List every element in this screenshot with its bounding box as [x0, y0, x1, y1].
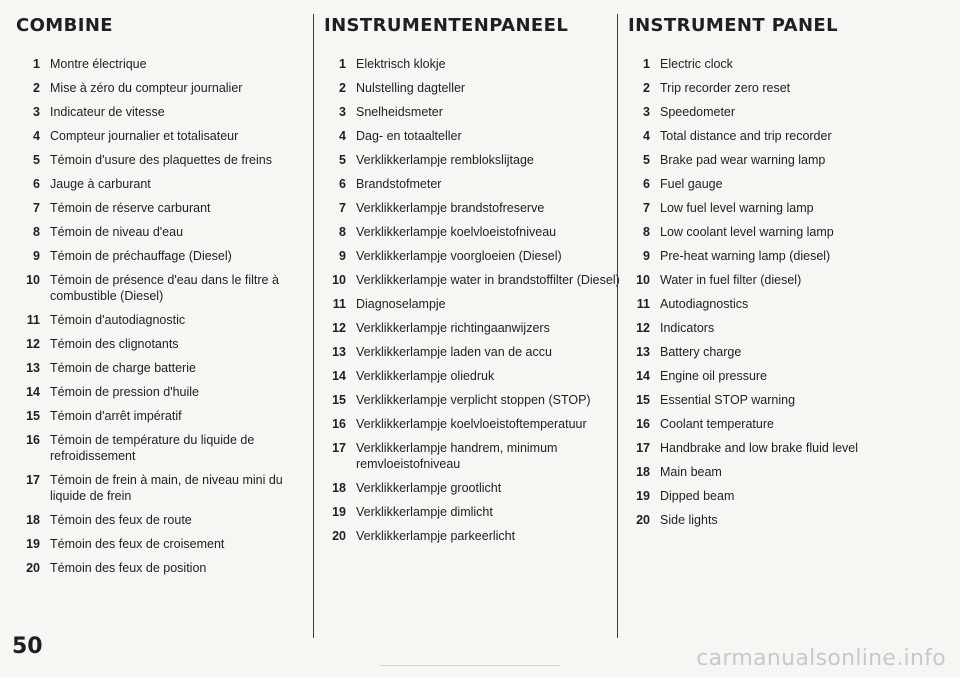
item-number: 2 [643, 81, 650, 95]
item-label: Témoin des feux de route [50, 513, 192, 527]
list-item [626, 272, 956, 288]
list-item [14, 432, 306, 464]
item-label: Engine oil pressure [660, 369, 768, 383]
item-label: Verklikkerlampje laden van de accu [356, 345, 552, 359]
item-number: 16 [332, 417, 346, 431]
item-list [322, 56, 620, 544]
list-item [626, 176, 956, 192]
item-label: Témoin d'usure des plaquettes de freins [50, 153, 272, 167]
item-label: Essential STOP warning [660, 393, 796, 407]
item-number: 18 [332, 481, 346, 495]
list-item [14, 176, 306, 192]
list-item [626, 440, 956, 456]
list-item [322, 224, 620, 240]
item-number: 9 [643, 249, 650, 263]
list-item [322, 128, 620, 144]
item-label: Verklikkerlampje richtingaanwijzers [356, 321, 550, 335]
item-label: Coolant temperature [660, 417, 774, 431]
item-number: 17 [636, 441, 650, 455]
item-number: 16 [26, 433, 40, 447]
list-item [14, 472, 306, 504]
item-label: Elektrisch klokje [356, 57, 446, 71]
item-label: Verklikkerlampje voorgloeien (Diesel) [356, 249, 562, 263]
item-label: Témoin de pression d'huile [50, 385, 199, 399]
item-number: 19 [26, 537, 40, 551]
list-item [14, 384, 306, 400]
column-french [14, 14, 306, 638]
list-item [626, 464, 956, 480]
item-number: 11 [26, 313, 40, 327]
item-number: 8 [643, 225, 650, 239]
list-item [322, 440, 620, 472]
item-label: Témoin de niveau d'eau [50, 225, 184, 239]
item-number: 12 [636, 321, 650, 335]
list-item [626, 488, 956, 504]
item-number: 6 [33, 177, 40, 191]
list-item [322, 104, 620, 120]
item-label: Dag- en totaalteller [356, 129, 462, 143]
item-number: 14 [26, 385, 40, 399]
item-number: 7 [33, 201, 40, 215]
item-label: Nulstelling dagteller [356, 81, 466, 95]
list-item [322, 80, 620, 96]
list-item [14, 80, 306, 96]
item-list [14, 56, 306, 576]
list-item [14, 272, 306, 304]
item-number: 3 [643, 105, 650, 119]
item-number: 12 [332, 321, 346, 335]
item-label: Diagnoselampje [356, 297, 446, 311]
item-label: Verklikkerlampje koelvloeistoftemperatuur [356, 417, 587, 431]
item-list [626, 56, 956, 528]
list-item [626, 344, 956, 360]
item-number: 7 [643, 201, 650, 215]
item-number: 17 [26, 473, 40, 487]
item-number: 10 [332, 273, 346, 287]
item-label: Pre-heat warning lamp (diesel) [660, 249, 831, 263]
item-number: 2 [339, 81, 346, 95]
item-number: 13 [332, 345, 346, 359]
item-label: Dipped beam [660, 489, 735, 503]
item-label: Témoin des feux de position [50, 561, 207, 575]
list-item [322, 320, 620, 336]
list-item [322, 176, 620, 192]
item-number: 8 [33, 225, 40, 239]
item-label: Water in fuel filter (diesel) [660, 273, 802, 287]
column-title: COMBINE [16, 15, 114, 36]
column-title: INSTRUMENTENPANEEL [324, 15, 569, 36]
list-item [626, 152, 956, 168]
item-label: Electric clock [660, 57, 733, 71]
item-number: 19 [636, 489, 650, 503]
item-label: Indicateur de vitesse [50, 105, 165, 119]
item-label: Verklikkerlampje grootlicht [356, 481, 502, 495]
column-dutch [313, 14, 620, 638]
list-item [14, 56, 306, 72]
list-item [322, 528, 620, 544]
item-number: 4 [33, 129, 40, 143]
item-number: 14 [636, 369, 650, 383]
list-item [322, 152, 620, 168]
item-number: 8 [339, 225, 346, 239]
list-item [14, 248, 306, 264]
list-item [14, 560, 306, 576]
list-item [14, 152, 306, 168]
item-number: 15 [332, 393, 346, 407]
item-number: 14 [332, 369, 346, 383]
list-item [14, 512, 306, 528]
list-item [626, 368, 956, 384]
item-label: Verklikkerlampje remblokslijtage [356, 153, 534, 167]
list-item [626, 512, 956, 528]
item-label: Verklikkerlampje koelvloeistofniveau [356, 225, 557, 239]
item-number: 4 [643, 129, 650, 143]
item-label: Trip recorder zero reset [660, 81, 791, 95]
item-label: Autodiagnostics [660, 297, 749, 311]
list-item [322, 368, 620, 384]
item-number: 16 [636, 417, 650, 431]
item-label: Verklikkerlampje water in brandstoffilter (Diesel) [356, 273, 620, 287]
item-label: Témoin de réserve carburant [50, 201, 211, 215]
list-item [14, 312, 306, 328]
item-label: Handbrake and low brake fluid level [660, 441, 859, 455]
list-item [14, 536, 306, 552]
item-label: Montre électrique [50, 57, 147, 71]
list-item [322, 392, 620, 408]
item-label: Témoin de frein à main, de niveau mini du liquide de frein [50, 473, 283, 503]
item-label: Verklikkerlampje verplicht stoppen (STOP) [356, 393, 591, 407]
list-item [626, 224, 956, 240]
item-number: 11 [332, 297, 346, 311]
item-number: 11 [636, 297, 650, 311]
list-item [626, 296, 956, 312]
list-item [14, 360, 306, 376]
item-number: 3 [339, 105, 346, 119]
item-label: Low fuel level warning lamp [660, 201, 814, 215]
footer-divider [380, 665, 560, 666]
item-number: 15 [636, 393, 650, 407]
list-item [626, 200, 956, 216]
list-item [322, 200, 620, 216]
item-number: 18 [26, 513, 40, 527]
item-number: 1 [643, 57, 650, 71]
item-number: 20 [26, 561, 40, 575]
list-item [322, 416, 620, 432]
list-item [322, 56, 620, 72]
list-item [626, 128, 956, 144]
column-title: INSTRUMENT PANEL [628, 15, 838, 36]
item-number: 5 [33, 153, 40, 167]
item-number: 4 [339, 129, 346, 143]
list-item [322, 272, 620, 288]
item-number: 5 [643, 153, 650, 167]
item-number: 17 [332, 441, 346, 455]
item-number: 9 [33, 249, 40, 263]
item-number: 20 [332, 529, 346, 543]
item-label: Total distance and trip recorder [660, 129, 832, 143]
column-english [617, 14, 956, 638]
list-item [626, 80, 956, 96]
item-number: 18 [636, 465, 650, 479]
list-item [626, 416, 956, 432]
item-label: Verklikkerlampje handrem, minimum remvloeistofniveau [356, 441, 558, 471]
page-number: 50 [12, 634, 43, 659]
list-item [322, 504, 620, 520]
item-label: Jauge à carburant [50, 177, 151, 191]
list-item [322, 344, 620, 360]
item-number: 10 [636, 273, 650, 287]
item-label: Témoin d'autodiagnostic [50, 313, 186, 327]
item-label: Speedometer [660, 105, 736, 119]
item-number: 10 [26, 273, 40, 287]
item-label: Témoin de préchauffage (Diesel) [50, 249, 232, 263]
item-label: Verklikkerlampje oliedruk [356, 369, 495, 383]
item-number: 20 [636, 513, 650, 527]
item-number: 13 [26, 361, 40, 375]
list-item [322, 480, 620, 496]
item-label: Snelheidsmeter [356, 105, 443, 119]
item-number: 13 [636, 345, 650, 359]
item-number: 1 [339, 57, 346, 71]
item-label: Brake pad wear warning lamp [660, 153, 826, 167]
list-item [626, 56, 956, 72]
item-number: 19 [332, 505, 346, 519]
item-number: 2 [33, 81, 40, 95]
list-item [322, 248, 620, 264]
item-number: 15 [26, 409, 40, 423]
list-item [626, 392, 956, 408]
item-number: 3 [33, 105, 40, 119]
item-label: Témoin des feux de croisement [50, 537, 225, 551]
item-number: 1 [33, 57, 40, 71]
list-item [14, 104, 306, 120]
item-label: Témoin de charge batterie [50, 361, 196, 375]
item-number: 7 [339, 201, 346, 215]
list-item [14, 200, 306, 216]
item-number: 6 [339, 177, 346, 191]
item-label: Low coolant level warning lamp [660, 225, 834, 239]
item-label: Mise à zéro du compteur journalier [50, 81, 243, 95]
item-label: Main beam [660, 465, 722, 479]
item-number: 9 [339, 249, 346, 263]
list-item [14, 336, 306, 352]
item-label: Fuel gauge [660, 177, 723, 191]
item-label: Témoin de température du liquide de refroidissement [50, 433, 255, 463]
list-item [14, 224, 306, 240]
list-item [14, 128, 306, 144]
item-number: 5 [339, 153, 346, 167]
item-label: Verklikkerlampje dimlicht [356, 505, 493, 519]
item-label: Compteur journalier et totalisateur [50, 129, 239, 143]
item-number: 12 [26, 337, 40, 351]
item-label: Battery charge [660, 345, 742, 359]
item-label: Verklikkerlampje brandstofreserve [356, 201, 545, 215]
watermark: carmanualsonline.info [696, 646, 946, 671]
item-label: Side lights [660, 513, 718, 527]
item-number: 6 [643, 177, 650, 191]
list-item [626, 248, 956, 264]
item-label: Indicators [660, 321, 715, 335]
list-item [14, 408, 306, 424]
list-item [626, 104, 956, 120]
item-label: Témoin des clignotants [50, 337, 179, 351]
item-label: Témoin de présence d'eau dans le filtre à combustible (Diesel) [50, 273, 279, 303]
item-label: Verklikkerlampje parkeerlicht [356, 529, 516, 543]
list-item [626, 320, 956, 336]
item-label: Brandstofmeter [356, 177, 442, 191]
item-label: Témoin d'arrêt impératif [50, 409, 182, 423]
list-item [322, 296, 620, 312]
